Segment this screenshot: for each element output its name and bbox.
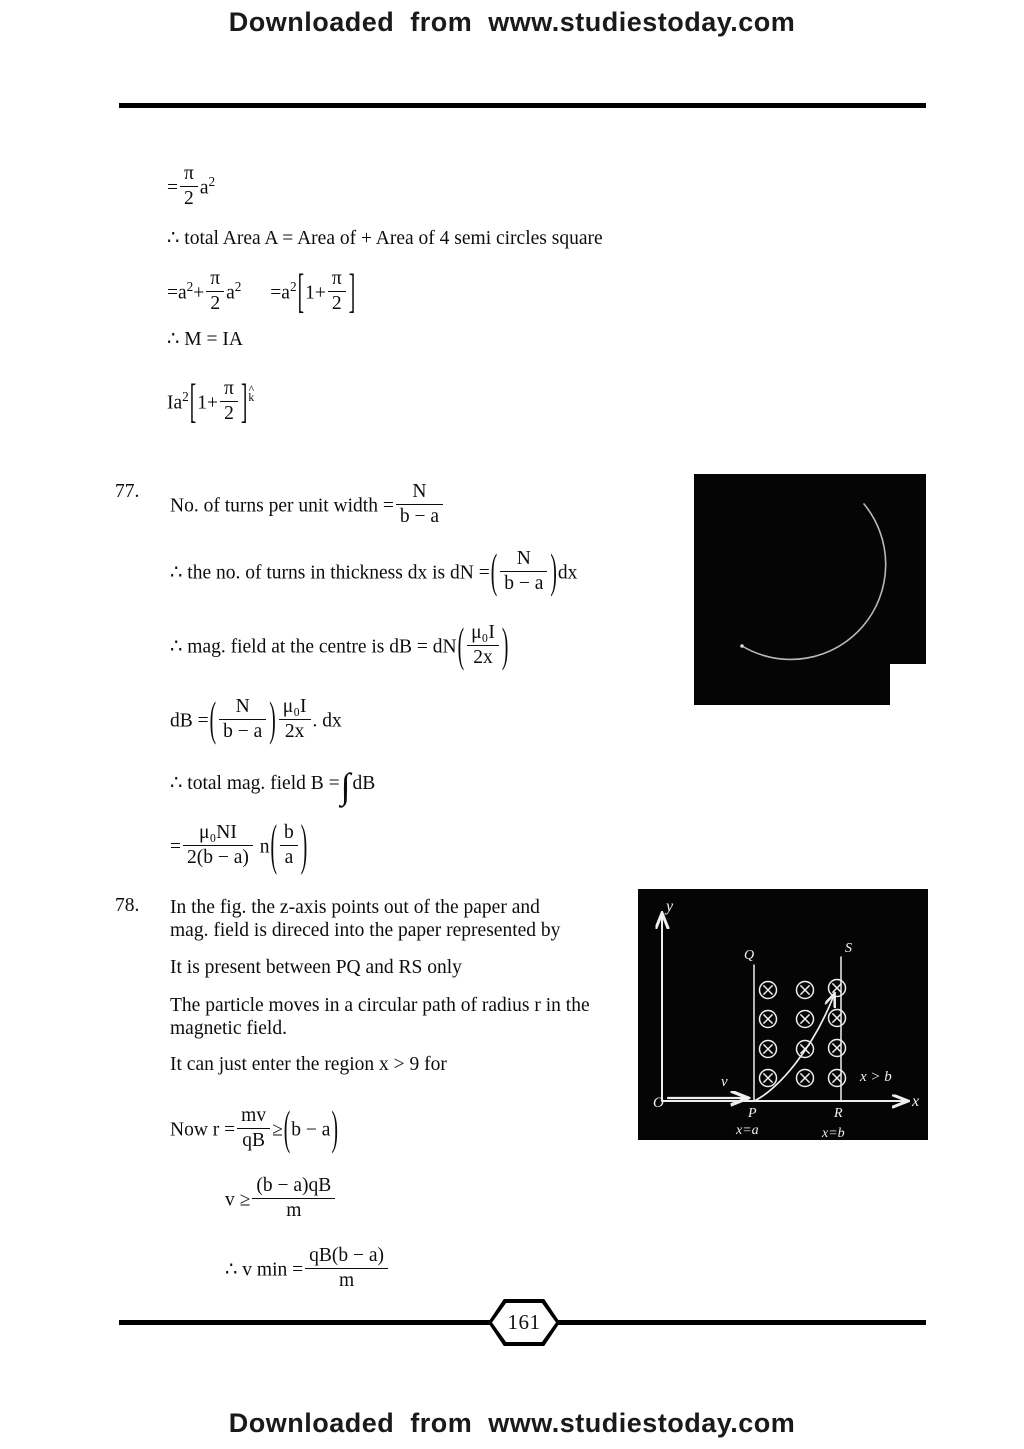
denominator-2: 2 [184,187,194,209]
q78-eq-vmin [225,1245,390,1292]
magnetic-field-region-diagram [638,889,928,1140]
label-total-mag-field: ∴ total mag. field [170,773,306,794]
lhs-B: B = [310,773,340,794]
one-plus: 1+ [305,282,326,304]
lhs-v-ge: v ≥ [225,1189,251,1211]
eq-area-sum [167,266,356,319]
right-bracket: ] [348,266,356,319]
denominator-a: a [284,846,294,868]
lhs-dN: dN = [449,562,490,584]
numerator-mu0-I: μ₀I [467,622,499,646]
numerator-b: b [280,822,298,846]
page-number-badge [488,1299,560,1346]
right-paren-2: ) [501,620,509,673]
q78-para1-line1: In the fig. the z-axis points out of the paper and [170,897,540,918]
right-paren-3: ) [269,694,276,747]
left-paren-1: ( [490,546,498,599]
footer-divider-left [119,1320,493,1325]
q77-line-total-field [170,766,376,807]
q78-para3-line2: magnetic field. [170,1018,287,1039]
label-point-r: R [834,1106,843,1121]
exponent-a-3: 2 [289,279,297,295]
q78-para3-line1: The particle moves in a circular path of radius r in the [170,995,590,1016]
greater-equal-sign: ≥ [272,1119,283,1141]
term-b-minus-a: b − a [291,1119,331,1141]
text-total-area: ∴ total Area A = Area of + Area of 4 semi circles square [167,228,603,249]
log-n: n [259,836,270,858]
label-point-p: P [748,1106,757,1121]
numerator-N-2: N [500,548,547,572]
q77-line-turns-per-width [170,481,445,528]
left-paren-2: ( [457,620,465,673]
left-bracket-2: [ [189,376,197,429]
label-turns-per-unit-width: No. of turns per unit width [170,495,378,517]
q78-eq-radius [170,1103,339,1156]
numerator-mu0-I-2: μ₀I [279,696,311,720]
plus-sign: + [193,282,205,304]
denominator-m-2: m [338,1269,355,1291]
label-velocity: v [721,1074,728,1090]
equals-sign-77-final: = [170,836,181,858]
left-paren-3: ( [209,694,217,747]
q78-eq-velocity-bound [225,1175,337,1222]
question-number-78: 78. [115,895,140,916]
right-paren-78-1: ) [331,1103,338,1156]
figure-78-field-region [638,889,928,1140]
label-x-equals-b: x=b [822,1126,845,1140]
right-bracket-2: ] [240,376,248,429]
denominator-m: m [286,1199,302,1221]
label-y-axis: y [666,898,674,915]
label-point-q: Q [744,948,755,963]
numerator-b-minus-a-qB: (b − a)qB [252,1175,335,1199]
numerator-pi-3: π [328,268,346,292]
equals-sign-77-1: = [382,495,394,517]
lhs-dB: dB = [170,710,209,732]
denominator-b-minus-a-2: b − a [504,572,544,594]
q78-para4: It can just enter the region x > 9 for [170,1054,447,1075]
page-number-text: 161 [507,1310,541,1334]
label-x-equals-a: x=a [736,1123,759,1138]
label-x-axis: x [912,1093,920,1110]
denominator-2-2: 2 [210,292,221,314]
differential-dx: dx [557,562,578,584]
numerator-pi-2: π [206,268,224,292]
question-number-77: 77. [115,481,140,502]
footer-divider-right [553,1320,926,1325]
field-into-page-symbols [760,980,846,1087]
q77-line-dB-centre [170,620,509,673]
left-bracket: [ [297,266,305,319]
denominator-b-minus-a: b − a [399,505,440,527]
numerator-pi: π [180,163,198,187]
equals-sign: = [167,177,178,199]
equals-sign-2: = [167,282,178,304]
denominator-qB: qB [242,1129,266,1151]
equals-sign-3: = [270,282,282,304]
tail-dot-dx: . dx [312,710,342,732]
numerator-mv: mv [237,1105,270,1129]
numerator-N-3: N [219,696,266,720]
denominator-2x-2: 2x [284,720,305,742]
variable-a: a [199,177,209,199]
right-paren-4: ) [300,816,308,877]
denominator-2-4: 2 [224,402,234,424]
label-origin: O [653,1095,664,1111]
exponent-a-2: 2 [234,279,242,295]
variable-a-1: a [178,282,187,304]
label-now: Now [170,1119,208,1141]
numerator-pi-4: π [220,378,238,402]
label-point-s: S [845,941,852,956]
exponent-ia: 2 [182,389,189,405]
exponent-2: 2 [208,174,216,190]
numerator-mu0-NI: μ₀NI [183,822,253,846]
exponent-a-1: 2 [186,279,194,295]
header-watermark: Downloaded from www.studiestoday.com [228,7,796,37]
numerator-qB-b-minus-a: qB(b − a) [305,1245,388,1269]
q77-line-dB-expanded [170,694,342,747]
header-divider [119,103,926,108]
one-plus-2: 1+ [197,392,219,414]
denominator-2x: 2x [473,646,493,668]
eq-ia-squared-result [167,376,255,429]
q78-para1-line2: mag. field is direced into the paper represented by [170,920,561,941]
lhs-r: r = [212,1119,236,1141]
figure-77-arc-panel-bottom [694,474,890,705]
integral-sign: ∫ [340,766,351,807]
right-paren-1: ) [550,546,557,599]
q77-line-result [170,816,308,877]
denominator-2-b-minus-a: 2(b − a) [187,846,249,868]
unit-vector-k-hat: ^ k [248,390,254,405]
label-region-x-gt-b: x > b [860,1069,892,1085]
label-mag-field-centre: ∴ mag. field at the centre is [170,636,385,658]
term-ia: Ia [167,392,183,414]
footer-watermark: Downloaded from www.studiestoday.com [228,1408,796,1438]
left-paren-78-1: ( [283,1103,291,1156]
denominator-2-3: 2 [331,292,342,314]
denominator-b-minus-a-3: b − a [223,720,263,742]
numerator-N: N [396,481,443,505]
variable-a-2: a [226,282,235,304]
label-turns-in-thickness: ∴ the no. of turns in thickness dx is [170,562,446,584]
q78-para2: It is present between PQ and RS only [170,957,462,978]
lhs-v-min: ∴ v min = [225,1259,304,1281]
q77-line-dN [170,546,578,599]
lhs-dB-dN: dB = dN [389,636,457,658]
eq-pi-over-2-a-squared [167,163,215,210]
variable-a-3: a [281,282,290,304]
differential-dB: dB [352,773,376,794]
eq-magnetic-moment: ∴ M = IA [167,329,243,350]
left-paren-4: ( [270,816,278,877]
